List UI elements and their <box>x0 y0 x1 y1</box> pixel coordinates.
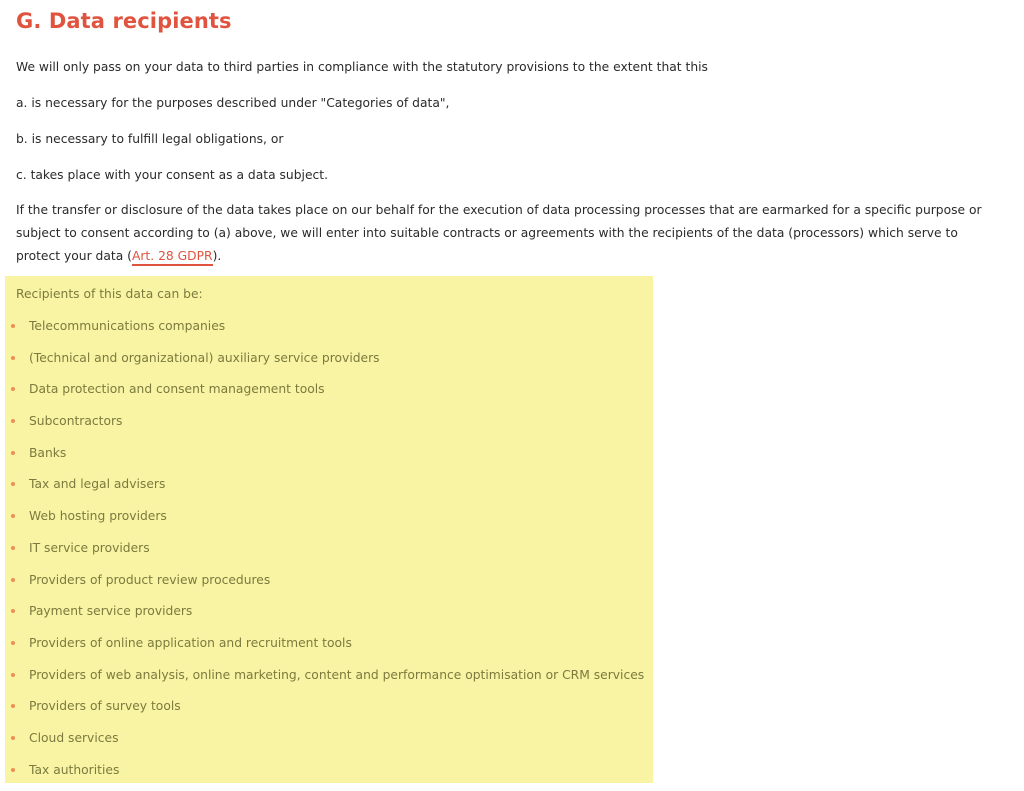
bullet-icon <box>11 768 15 772</box>
recipients-intro: Recipients of this data can be: <box>16 287 203 301</box>
list-item: Tax authorities <box>0 758 650 790</box>
transfer-paragraph <box>16 199 1001 268</box>
list-item: Providers of survey tools <box>0 694 650 726</box>
bullet-icon <box>11 704 15 708</box>
condition-a: a. is necessary for the purposes described under "Categories of data", <box>16 96 450 110</box>
transfer-text-end: ). <box>212 249 222 263</box>
list-item: Subcontractors <box>0 409 650 441</box>
section-heading: G. Data recipients <box>16 9 232 33</box>
bullet-icon <box>11 356 15 360</box>
list-item: Providers of product review procedures <box>0 568 650 600</box>
bullet-icon <box>11 419 15 423</box>
condition-b: b. is necessary to fulfill legal obligations, or <box>16 132 284 146</box>
list-item: IT service providers <box>0 536 650 568</box>
list-item: Banks <box>0 441 650 473</box>
list-item: Payment service providers <box>0 599 650 631</box>
bullet-icon <box>11 514 15 518</box>
transfer-text: If the transfer or disclosure of the data takes place on our behalf for the execution of data processing processes that are earmarked for a specific purpose or subject to consent according to (a) above, we will enter into suitable contracts or agreements with the recipients of the data (processors) which serve to protect your data ( <box>16 203 982 263</box>
list-item: Providers of online application and recruitment tools <box>0 631 650 663</box>
list-item: Web hosting providers <box>0 504 650 536</box>
bullet-icon <box>11 641 15 645</box>
bullet-icon <box>11 324 15 328</box>
bullet-icon <box>11 387 15 391</box>
list-item: Data protection and consent management tools <box>0 377 650 409</box>
list-item: Tax and legal advisers <box>0 472 650 504</box>
list-item: Telecommunications companies <box>0 314 650 346</box>
recipients-list <box>0 314 650 789</box>
bullet-icon <box>11 609 15 613</box>
bullet-icon <box>11 578 15 582</box>
condition-c: c. takes place with your consent as a data subject. <box>16 168 329 182</box>
bullet-icon <box>11 451 15 455</box>
bullet-icon <box>11 736 15 740</box>
intro-paragraph: We will only pass on your data to third parties in compliance with the statutory provisions to the extent that this <box>16 60 708 74</box>
list-item: Providers of web analysis, online marketing, content and performance optimisation or CRM services <box>0 663 650 695</box>
bullet-icon <box>11 673 15 677</box>
list-item: (Technical and organizational) auxiliary service providers <box>0 346 650 378</box>
bullet-icon <box>11 482 15 486</box>
list-item: Cloud services <box>0 726 650 758</box>
bullet-icon <box>11 546 15 550</box>
art-28-gdpr-link[interactable]: Art. 28 GDPR <box>132 249 213 266</box>
